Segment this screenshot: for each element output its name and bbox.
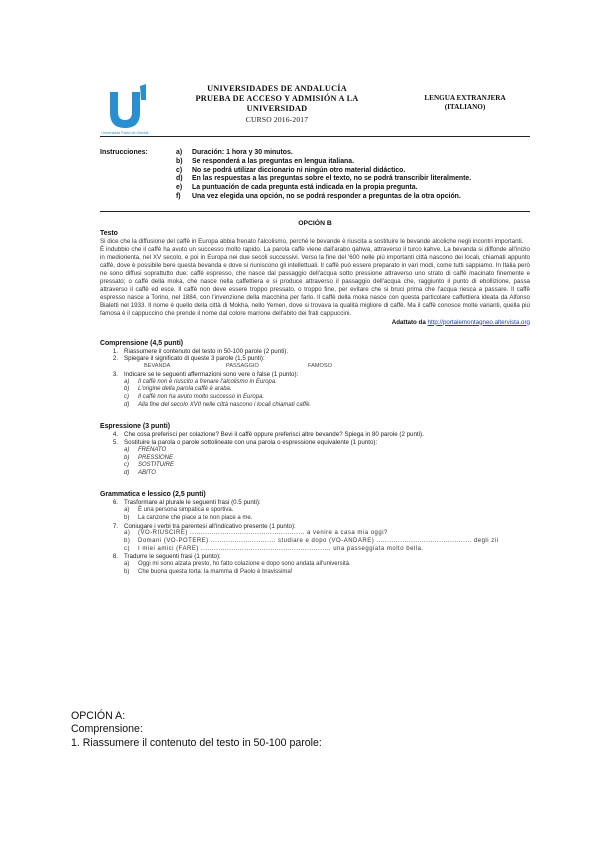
- substitution-item: b) PRESSIONE: [124, 454, 174, 461]
- exam-sheet: [100, 84, 530, 576]
- answer-section: [71, 710, 322, 750]
- instructions-list: [176, 149, 530, 202]
- comprensione-section: [100, 339, 530, 410]
- question-6: 6. Trasformare al plurale le seguenti frasi (0.5 punti):: [112, 499, 261, 507]
- source-link[interactable]: http://portalemontagneo.altervista.org: [427, 318, 530, 326]
- question-4: 4. Che cosa preferisci per colazione? Bevi il caffè oppure preferisci altre bevande? Spiega in 80 parole (2 punti).: [112, 431, 424, 439]
- comprensione-heading: Comprensione (4,5 punti): [100, 339, 184, 347]
- translation-item: a) Oggi mi sono alzata presto, ho fatto colazione e dopo sono andata all'università.: [124, 561, 351, 568]
- source-prefix: Adattato da: [391, 318, 426, 326]
- substitution-item: a) FRENATO: [124, 447, 167, 454]
- conjugation-item: c) I miei amici (FARE) ............................................................ una passeggiata molto bella.: [124, 545, 424, 552]
- exam-title-line2: UNIVERSIDAD: [246, 104, 308, 113]
- subject-block: [400, 94, 530, 111]
- conjugation-item: a) (VO-RIUSCIRE) ..................................................... a venire a casa mia oggi?: [124, 530, 388, 537]
- option-b-title: OPCIÓN B: [298, 220, 332, 227]
- espressione-section: [100, 422, 530, 477]
- testo-paragraph: Si dice che la diffusione del caffè in Europa abbia frenato l'alcolismo, perché le bevande è riuscita a sostituire le bevande alcoliche negli incontri importanti.: [100, 238, 524, 245]
- instruction-item: d) En las respuestas a las preguntas sobre el texto, no se podrá transcribir literalmente.: [176, 175, 472, 183]
- statement-item: d) Alla fine del secolo XVII nelle città nascono i locali chiamati caffè.: [124, 401, 312, 408]
- source-citation: [100, 319, 530, 326]
- vocab-word: FAMOSO: [308, 363, 332, 370]
- testo-paragraph: È indubbio che il caffè ha avuto un successo molto rapido. La parola caffè viene dall'arabo qahwa, attraverso il turco kahve. La bevanda si diffonde all'inizio in mediorienta, nel XV secolo, e poi in Europa nei due secoli successivi. Verso la fine del '600 nelle più importanti città nascono dei locali, chiamati appunto caffè, dove è possibile bere questa bevanda e dove si riuniscono gli intellettuali. Il caffè può essere preparato in vari modi, come tutti sappiamo. In Italia però ne sono diffusi soprattutto due: caffè espresso, che nasce dal passaggio dell'acqua sotto pressione attraverso uno strato di caffè macinato finemente e pressato; o caffè della moka, che nasce nella caffettiera e si produce attraverso il passaggio dell'acqua che, raggiunto il punto di ebollizione, passa attraverso il caffè ed esce. Il caffè non deve essere troppo pressato, o troppo fine, per evitare che si bruci prima che l'acqua riesca a passare. Il caffè espresso nasce a Torino, nel 1884, con l'invenzione della macchina per farlo. Il caffè della moka nasce con questa particolare caffettiera ideata da Alfonso Bialetti nel 1933. Il nome è quello della città di Mokha, nello Yemen, dove si trovava la qualità migliore di caffè. Ma il caffè conosce molte varianti, quella più famosa è il cappuccino che prende il nome dal colore marrone dell'abito dei frati cappuccini.: [100, 245, 530, 317]
- logo-caption: Universidad Pablo de Olavide: [101, 131, 149, 135]
- instruction-item: f) Una vez elegida una opción, no se podrá responder a preguntas de la otra opción.: [176, 192, 461, 200]
- grammatica-section: [100, 490, 530, 576]
- question-1: 1. Riassumere il contenuto del testo in 50-100 parole (2 punti).: [112, 347, 289, 355]
- statement-item: b) L'origine della parola caffè è araba.: [124, 386, 232, 393]
- espressione-heading: Espressione (3 punti): [100, 423, 171, 431]
- course-year: CURSO 2016-2017: [245, 115, 309, 124]
- plural-item: b) La canzone che piace a te non piace a me.: [124, 514, 253, 521]
- plural-item: a) È una persona simpatica e sportiva.: [124, 507, 234, 514]
- question-8: 8. Tradurre le seguenti frasi (1 punto):: [112, 553, 221, 561]
- instruction-item: b) Se responderá a las preguntas en lengua italiana.: [176, 157, 354, 165]
- substitution-item: d) ABITO: [124, 469, 156, 476]
- instruction-item: c) No se podrá utilizar diccionario ni ningún otro material didáctico.: [176, 166, 406, 174]
- substitution-item: c) SOSTITUIRE: [124, 462, 175, 469]
- question-3: 3. Indicare se le seguenti affermazioni sono vere o false (1 punto):: [112, 370, 299, 378]
- question-2: 2. Spiegare il significato di queste 3 parole (1,5 punti):: [112, 355, 265, 363]
- grammatica-heading: Grammatica e lessico (2,5 punti): [100, 491, 206, 499]
- testo-body: [100, 238, 530, 318]
- university-name: UNIVERSIDADES DE ANDALUCÍA: [207, 84, 347, 93]
- university-logo: [100, 84, 162, 136]
- subject-line1: LENGUA EXTRANJERA: [424, 94, 506, 102]
- question-5: 5. Sostituire la parola o parole sottolineate con una parola o espressione equivalente (1 punto):: [112, 439, 378, 447]
- vocab-words: [100, 363, 530, 371]
- instructions-label: Instrucciones:: [100, 149, 148, 156]
- answer-section-label: Comprensione:: [71, 723, 143, 736]
- instructions-box: [100, 149, 530, 212]
- header-title-block: [172, 84, 382, 125]
- answer-option-label: OPCIÓN A:: [71, 710, 126, 722]
- translation-item: b) Che buona questa torta: la mamma di Paolo è bravissima!: [124, 568, 293, 575]
- exam-title-line1: PRUEBA DE ACCESO Y ADMISIÓN A LA: [195, 94, 359, 103]
- subject-line2: (ITALIANO): [444, 102, 486, 111]
- answer-question-prompt: 1. Riassumere il contenuto del testo in 50-100 parole:: [71, 736, 322, 749]
- exam-header: [100, 84, 530, 137]
- testo-heading: Testo: [100, 230, 118, 237]
- statement-item: c) Il caffè non ha avuto molto successo in Europa.: [124, 394, 265, 401]
- vocab-word: PASSAGGIO: [226, 363, 259, 370]
- instruction-item: a) Duración: 1 hora y 30 minutos.: [176, 149, 293, 156]
- instruction-item: e) La puntuación de cada pregunta está indicada en la propia pregunta.: [176, 184, 418, 192]
- statement-item: a) Il caffè non è riuscito a frenare l'alcolismo in Europa.: [124, 378, 277, 385]
- conjugation-item: b) Domani (VO-POTERE) .............................. studiare e dopo (VO-ANDARE) ............................................ degli zii: [124, 538, 499, 544]
- vocab-word: BEVANDA: [144, 363, 171, 370]
- question-7: 7. Coniugare i verbi tra parentesi all'indicativo presente (1 punto):: [112, 522, 296, 530]
